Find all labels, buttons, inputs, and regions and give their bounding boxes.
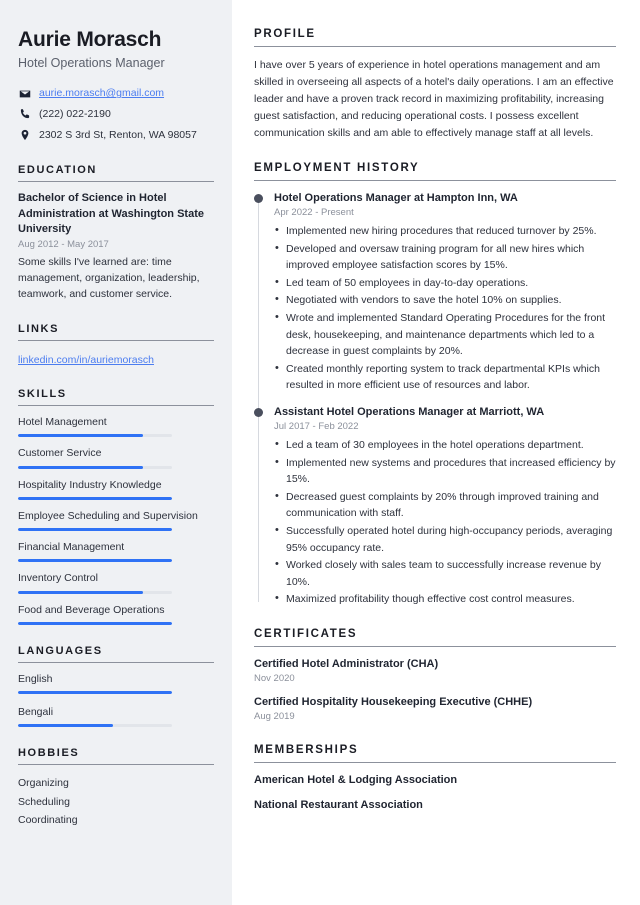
certificate-item: [254, 657, 616, 686]
employment-timeline: [254, 191, 616, 608]
skill-bar-track: [18, 559, 172, 562]
skills-heading: SKILLS: [18, 388, 214, 406]
contact-phone: [18, 107, 214, 122]
candidate-name: Aurie Morasch: [18, 28, 162, 51]
job-bullet: • Implemented new hiring procedures that reduced turnover by 25%.: [274, 223, 616, 240]
employment-heading: EMPLOYMENT HISTORY: [254, 162, 616, 181]
job-bullet: • Worked closely with sales team to successfully increase revenue by 10%.: [274, 557, 616, 590]
profile-heading: PROFILE: [254, 28, 616, 47]
main-column: [232, 0, 640, 905]
location-pin-icon: [18, 129, 31, 141]
job-bullet: • Wrote and implemented Standard Operating Procedures for the front desk, housekeeping, and maintenance departments which led to a decrease in guest complaints by 20%.: [274, 310, 616, 360]
job-title: Assistant Hotel Operations Manager at Marriott, WA: [274, 405, 545, 418]
envelope-icon: [18, 88, 31, 100]
timeline-dot-icon: [254, 408, 263, 417]
hobby-item: Organizing: [18, 777, 69, 790]
skill-bar-fill: [18, 559, 172, 562]
skill-bar-track: [18, 434, 172, 437]
skill-label: Financial Management: [18, 541, 125, 554]
job-date: Apr 2022 - Present: [274, 207, 354, 219]
skill-item: [18, 571, 214, 593]
skill-bar-track: [18, 528, 172, 531]
skill-bar-fill: [18, 466, 143, 469]
skill-bar-fill: [18, 528, 172, 531]
skill-label: Food and Beverage Operations: [18, 603, 165, 616]
skill-bar-fill: [18, 497, 172, 500]
profile-section: [254, 28, 616, 142]
job-bullet: • Negotiated with vendors to save the hotel 10% on supplies.: [274, 292, 616, 309]
skill-item: [18, 415, 214, 437]
phone-icon: [18, 108, 31, 120]
education-section: [18, 164, 214, 302]
skill-bar-track: [18, 497, 172, 500]
skills-section: [18, 388, 214, 625]
employment-section: [254, 162, 616, 608]
skill-label: Hospitality Industry Knowledge: [18, 478, 162, 491]
certificate-title: Certified Hotel Administrator (CHA): [254, 657, 439, 670]
skill-label: Customer Service: [18, 447, 102, 460]
skill-item: [18, 478, 214, 500]
skill-bar-track: [18, 591, 172, 594]
skill-item: [18, 603, 214, 625]
skill-bar-track: [18, 466, 172, 469]
language-bar-track: [18, 724, 172, 727]
membership-item: National Restaurant Association: [254, 798, 423, 811]
hobbies-section: [18, 747, 214, 829]
profile-text: I have over 5 years of experience in hotel operations management and am skilled in overseeing all aspects of a hotel's daily operations. I am an effective leader and have a proven track record in maximizing profitability, increasing guest satisfaction, and reducing operational costs. I possess excellent communication skills and am able to effectively manage staff at all levels.: [254, 59, 614, 139]
sidebar: [0, 0, 232, 905]
language-bar-fill: [18, 691, 172, 694]
certificate-title: Certified Hospitality Housekeeping Executive (CHHE): [254, 696, 533, 709]
address-value: 2302 S 3rd St, Renton, WA 98057: [39, 128, 197, 141]
job-entry: [274, 191, 616, 394]
certificate-date: Aug 2019: [254, 711, 295, 723]
email-link[interactable]: aurie.morasch@gmail.com: [39, 87, 165, 100]
job-entry: [274, 405, 616, 608]
language-label: English: [18, 672, 53, 685]
education-description: Some skills I've learned are: time management, organization, leadership, teamwork, and customer service.: [18, 256, 200, 300]
language-bar-fill: [18, 724, 113, 727]
job-bullet: • Successfully operated hotel during high-occupancy periods, averaging 95% occupancy rate.: [274, 523, 616, 556]
job-bullet: • Led team of 50 employees in day-to-day operations.: [274, 275, 616, 292]
job-bullet: • Maximized profitability though effective cost control measures.: [274, 591, 616, 608]
skill-item: [18, 446, 214, 468]
job-bullet: • Decreased guest complaints by 20% through improved training and communication with staff.: [274, 489, 616, 522]
job-bullets: [274, 223, 616, 394]
skill-label: Employee Scheduling and Supervision: [18, 509, 198, 522]
certificate-date: Nov 2020: [254, 673, 295, 685]
skill-bar-fill: [18, 434, 143, 437]
job-bullet: • Implemented new systems and procedures that increased efficiency by 15%.: [274, 455, 616, 488]
certificates-section: [254, 628, 616, 724]
phone-value: (222) 022-2190: [39, 108, 111, 121]
memberships-heading: MEMBERSHIPS: [254, 744, 616, 763]
contact-email: [18, 86, 214, 101]
education-degree: Bachelor of Science in Hotel Administration at Washington State University: [18, 192, 204, 235]
job-title: Hotel Operations Manager at Hampton Inn, WA: [274, 192, 518, 204]
job-bullet: • Led a team of 30 employees in the hotel operations department.: [274, 437, 616, 454]
language-bar-track: [18, 691, 172, 694]
job-bullet: • Developed and oversaw training program for all new hires which improved employee satisfaction scores by 15%.: [274, 241, 616, 274]
language-item: [18, 705, 214, 727]
education-heading: EDUCATION: [18, 164, 214, 182]
skill-bar-track: [18, 622, 172, 625]
skill-bar-fill: [18, 622, 172, 625]
certificate-item: [254, 695, 616, 724]
job-bullet: • Created monthly reporting system to track departmental KPIs which resulted in more efficient use of resources and labor.: [274, 361, 616, 394]
skill-item: [18, 540, 214, 562]
contact-address: [18, 128, 214, 143]
languages-section: [18, 645, 214, 727]
skill-label: Inventory Control: [18, 572, 98, 585]
hobby-item: Scheduling: [18, 795, 70, 808]
skill-bar-fill: [18, 591, 143, 594]
education-date: Aug 2012 - May 2017: [18, 238, 109, 250]
skill-label: Hotel Management: [18, 416, 107, 429]
contact-list: [18, 86, 214, 142]
certificates-heading: CERTIFICATES: [254, 628, 616, 647]
language-item: [18, 672, 214, 694]
languages-heading: LANGUAGES: [18, 645, 214, 663]
membership-item: American Hotel & Lodging Association: [254, 774, 458, 787]
hobby-item: Coordinating: [18, 813, 78, 826]
links-heading: LINKS: [18, 323, 214, 341]
job-bullets: [274, 437, 616, 608]
link-item-linkedin[interactable]: linkedin.com/in/auriemorasch: [18, 353, 154, 366]
skill-item: [18, 509, 214, 531]
hobbies-heading: HOBBIES: [18, 747, 214, 765]
language-label: Bengali: [18, 706, 54, 719]
candidate-job-title: Hotel Operations Manager: [18, 56, 165, 71]
links-section: [18, 323, 214, 369]
timeline-dot-icon: [254, 194, 263, 203]
job-date: Jul 2017 - Feb 2022: [274, 421, 359, 433]
memberships-section: [254, 744, 616, 813]
